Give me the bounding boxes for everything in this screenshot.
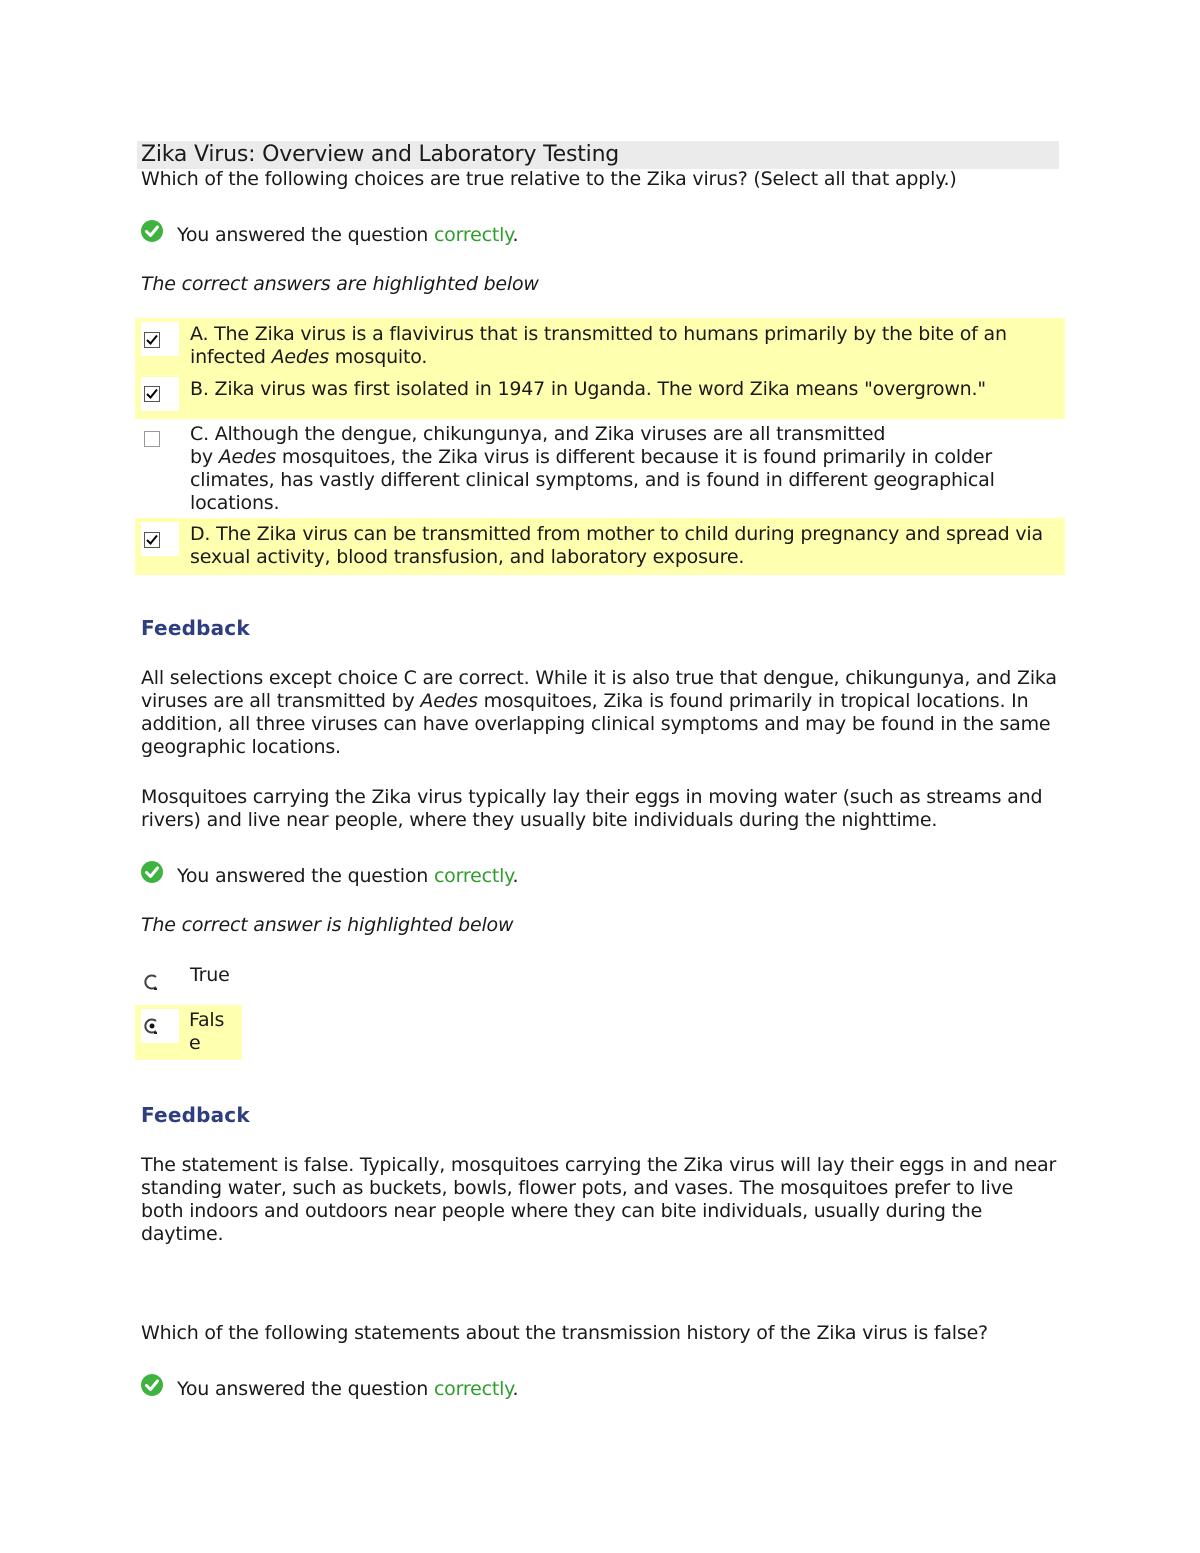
option-c-by: by <box>190 446 219 468</box>
feedback-1-end: mosquitoes, Zika is found primarily in tropical locations. In addition, all three viruses can have overlapping clinical symptoms and may be found in the same geographic locations. <box>141 690 1051 758</box>
feedback-heading-2: Feedback <box>141 1103 250 1127</box>
option-b-checkbox[interactable] <box>144 386 160 406</box>
option-c-checkbox[interactable] <box>144 431 160 451</box>
option-false-line1: Fals <box>189 1009 225 1031</box>
radio-true[interactable] <box>143 973 161 995</box>
radio-false[interactable] <box>143 1017 161 1039</box>
option-c-italic: Aedes <box>218 446 277 468</box>
option-d-text: D. The Zika virus can be transmitted from mother to child during pregnancy and spread via sexual activity, blood transfusion, and laboratory exposure. <box>190 523 1043 568</box>
feedback-heading-1: Feedback <box>141 616 250 640</box>
status-correct-word: correctly <box>433 1378 513 1400</box>
check-circle-icon <box>140 860 164 888</box>
option-a-text <box>190 323 1060 369</box>
q3-question: Which of the following statements about the transmission history of the Zika virus is false? <box>141 1322 988 1344</box>
feedback-text-1 <box>141 667 1061 759</box>
option-a-italic: Aedes <box>271 346 329 368</box>
option-false-line2: e <box>189 1032 201 1054</box>
q2-hint: The correct answer is highlighted below <box>141 914 514 936</box>
feedback-1-italic: Aedes <box>420 690 478 712</box>
option-false-label <box>189 1009 224 1055</box>
q2-question: Mosquitoes carrying the Zika virus typically lay their eggs in moving water (such as streams and rivers) and live near people, where they usually bite individuals during the nighttime. <box>141 786 1043 831</box>
page-title: Zika Virus: Overview and Laboratory Testing <box>141 142 620 167</box>
option-a-checkbox[interactable] <box>144 332 160 352</box>
option-c-text <box>190 423 1050 515</box>
option-c-line1: C. Although the dengue, chikungunya, and Zika viruses are all transmitted <box>190 423 886 445</box>
option-c-rest: mosquitoes, the Zika virus is different because it is found primarily in colder climates, has vastly different clinical symptoms, and is found in different geographical locations. <box>190 446 995 514</box>
status-prefix: You answered the question <box>177 224 434 246</box>
q1-status <box>177 224 518 247</box>
check-circle-icon <box>140 1373 164 1401</box>
option-a-text-main: A. The Zika virus is a flavivirus that is transmitted to humans primarily by the bite of an infected <box>190 323 1007 368</box>
status-prefix: You answered the question <box>177 865 434 887</box>
option-d-checkbox[interactable] <box>144 532 160 552</box>
status-correct-word: correctly <box>433 224 513 246</box>
q1-hint: The correct answers are highlighted below <box>141 273 539 295</box>
feedback-1-main: All selections except choice C are correct. While it is also true that dengue, chikungunya, and Zika viruses are all transmitted by <box>141 667 1057 712</box>
status-suffix: . <box>512 865 519 887</box>
q3-status <box>177 1378 518 1401</box>
feedback-text-2: The statement is false. Typically, mosquitoes carrying the Zika virus will lay their eggs in and near standing water, such as buckets, bowls, flower pots, and vases. The mosquitoes prefer to live both indoors and outdoors near people where they can bite individuals, usually during the daytime. <box>141 1154 1057 1245</box>
q2-status <box>177 865 518 888</box>
option-a-text-end: mosquito. <box>328 346 428 368</box>
status-prefix: You answered the question <box>177 1378 434 1400</box>
status-suffix: . <box>512 1378 519 1400</box>
option-true-label: True <box>190 964 230 986</box>
check-circle-icon <box>140 219 164 247</box>
q1-question: Which of the following choices are true relative to the Zika virus? (Select all that apply.) <box>141 168 957 190</box>
status-correct-word: correctly <box>433 865 513 887</box>
option-b-text: B. Zika virus was first isolated in 1947 in Uganda. The word Zika means "overgrown." <box>190 378 986 400</box>
status-suffix: . <box>512 224 519 246</box>
